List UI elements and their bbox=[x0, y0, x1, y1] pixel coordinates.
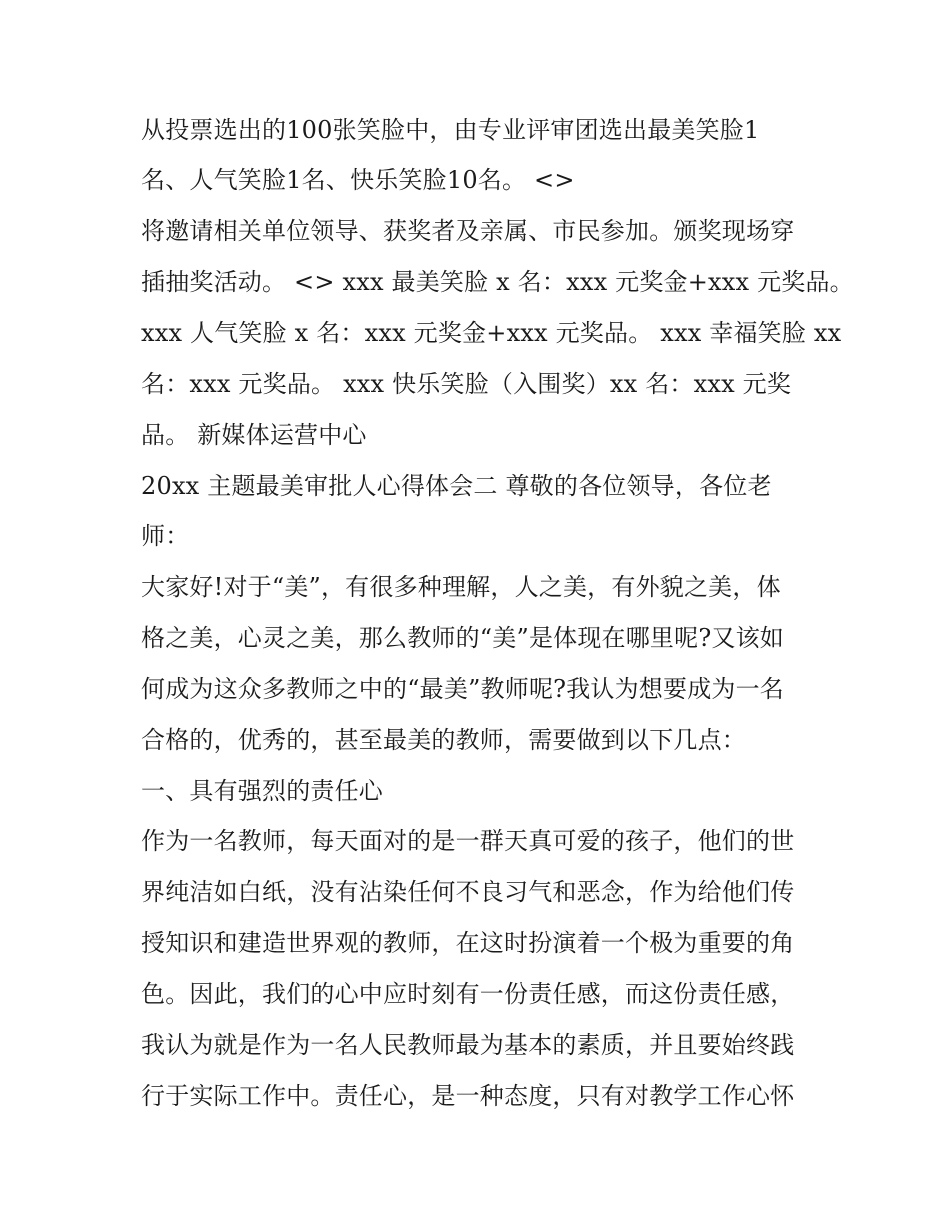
text-line: 我认为就是作为一名人民教师最为基本的素质，并且要始终践 bbox=[141, 1031, 795, 1059]
text-line: 作为一名教师，每天面对的是一群天真可爱的孩子，他们的世 bbox=[141, 827, 795, 855]
section-heading: 一、具有强烈的责任心 bbox=[141, 777, 383, 805]
text-line: xxx 人气笑脸 x 名：xxx 元奖金+xxx 元奖品。 xxx 幸福笑脸 xx bbox=[141, 319, 842, 347]
text-line: 色。因此，我们的心中应时刻有一份责任感，而这份责任感， bbox=[141, 980, 795, 1008]
heading-line: 20xx 主题最美审批人心得体会二 尊敬的各位领导，各位老 bbox=[141, 472, 772, 500]
text-line: 何成为这众多教师之中的“最美”教师呢?我认为想要成为一名 bbox=[141, 675, 785, 703]
text-line: 大家好!对于“美”，有很多种理解，人之美，有外貌之美，体 bbox=[141, 573, 781, 601]
text-line: 插抽奖活动。 <> xxx 最美笑脸 x 名：xxx 元奖金+xxx 元奖品。 bbox=[141, 268, 854, 296]
text-line: 格之美，心灵之美，那么教师的“美”是体现在哪里呢?又该如 bbox=[141, 624, 785, 652]
text-line: 行于实际工作中。责任心，是一种态度，只有对教学工作心怀 bbox=[141, 1082, 795, 1110]
text-line: 将邀请相关单位领导、获奖者及亲属、市民参加。颁奖现场穿 bbox=[141, 217, 795, 245]
text-line: 师： bbox=[141, 522, 190, 550]
text-line: 名、人气笑脸1名、快乐笑脸10名。 <> bbox=[141, 166, 575, 194]
text-line: 授知识和建造世界观的教师，在这时扮演着一个极为重要的角 bbox=[141, 929, 795, 957]
text-line: 合格的，优秀的，甚至最美的教师，需要做到以下几点： bbox=[141, 726, 746, 754]
text-line: 界纯洁如白纸，没有沾染任何不良习气和恶念，作为给他们传 bbox=[141, 878, 795, 906]
text-line: 从投票选出的100张笑脸中，由专业评审团选出最美笑脸1 bbox=[141, 116, 760, 144]
text-line: 品。 新媒体运营中心 bbox=[141, 421, 367, 449]
text-line: 名：xxx 元奖品。 xxx 快乐笑脸（入围奖）xx 名：xxx 元奖 bbox=[141, 370, 792, 398]
